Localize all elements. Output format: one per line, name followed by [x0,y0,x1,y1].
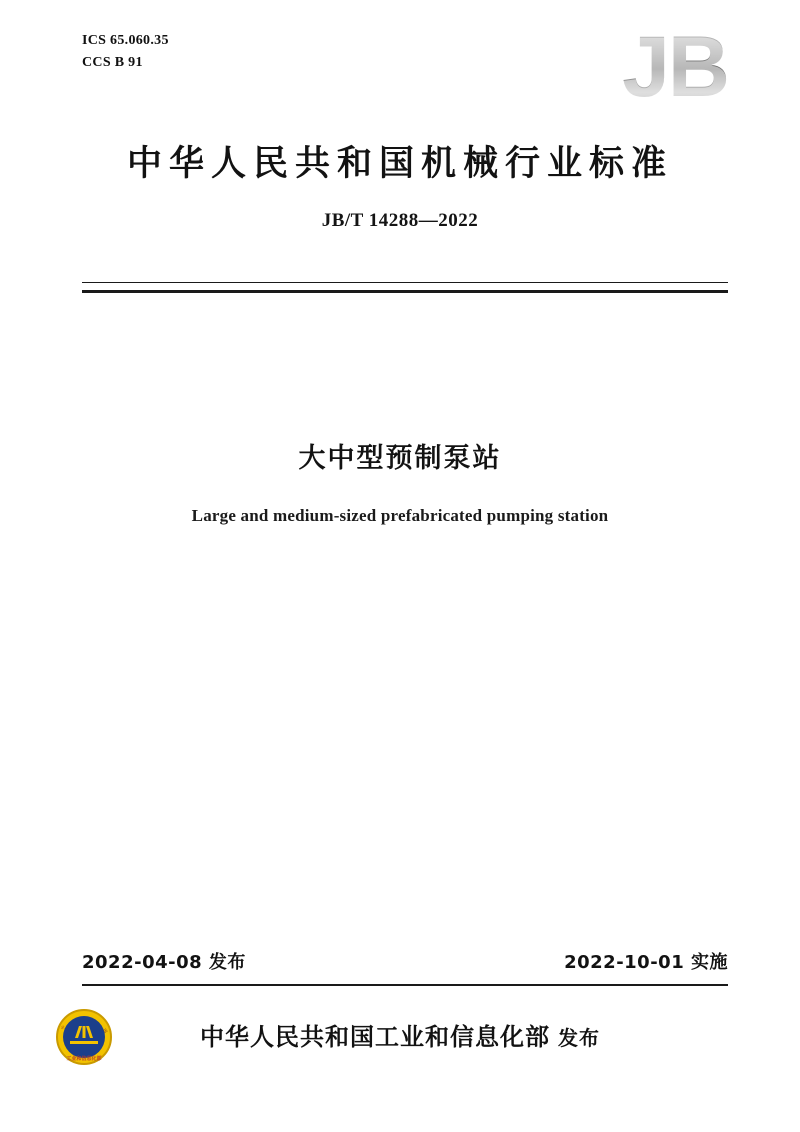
page-title: 中华人民共和国机械行业标准 [126,144,673,184]
issuer-row [0,1000,800,1068]
svg-text:国: 国 [102,1027,109,1034]
divider-thin [82,282,728,283]
issuer-label: 中华人民共和国工业和信息化部 [200,1022,550,1051]
issue-date: 2022-04-08 发布 [82,952,246,973]
issuer-name [200,1017,600,1052]
ccs-code: CCS B 91 [82,55,143,70]
document-title-chinese: 大中型预制泵站 [298,443,502,474]
document-title-english: Large and medium-sized prefabricated pumping station [191,506,609,525]
divider-bottom [82,984,728,986]
publish-label: 发布 [558,1025,600,1050]
classification-codes [82,30,169,74]
implementation-date: 2022-10-01 实施 [564,952,728,973]
standard-number: JB/T 14288—2022 [321,210,479,231]
dates-row [82,948,728,974]
svg-text:中: 中 [59,1024,67,1031]
ics-code: ICS 65.060.35 [82,33,169,48]
divider-thick [82,290,728,293]
jb-logo: JB [622,19,728,115]
svg-text:工业和信息化部: 工业和信息化部 [66,1056,102,1062]
